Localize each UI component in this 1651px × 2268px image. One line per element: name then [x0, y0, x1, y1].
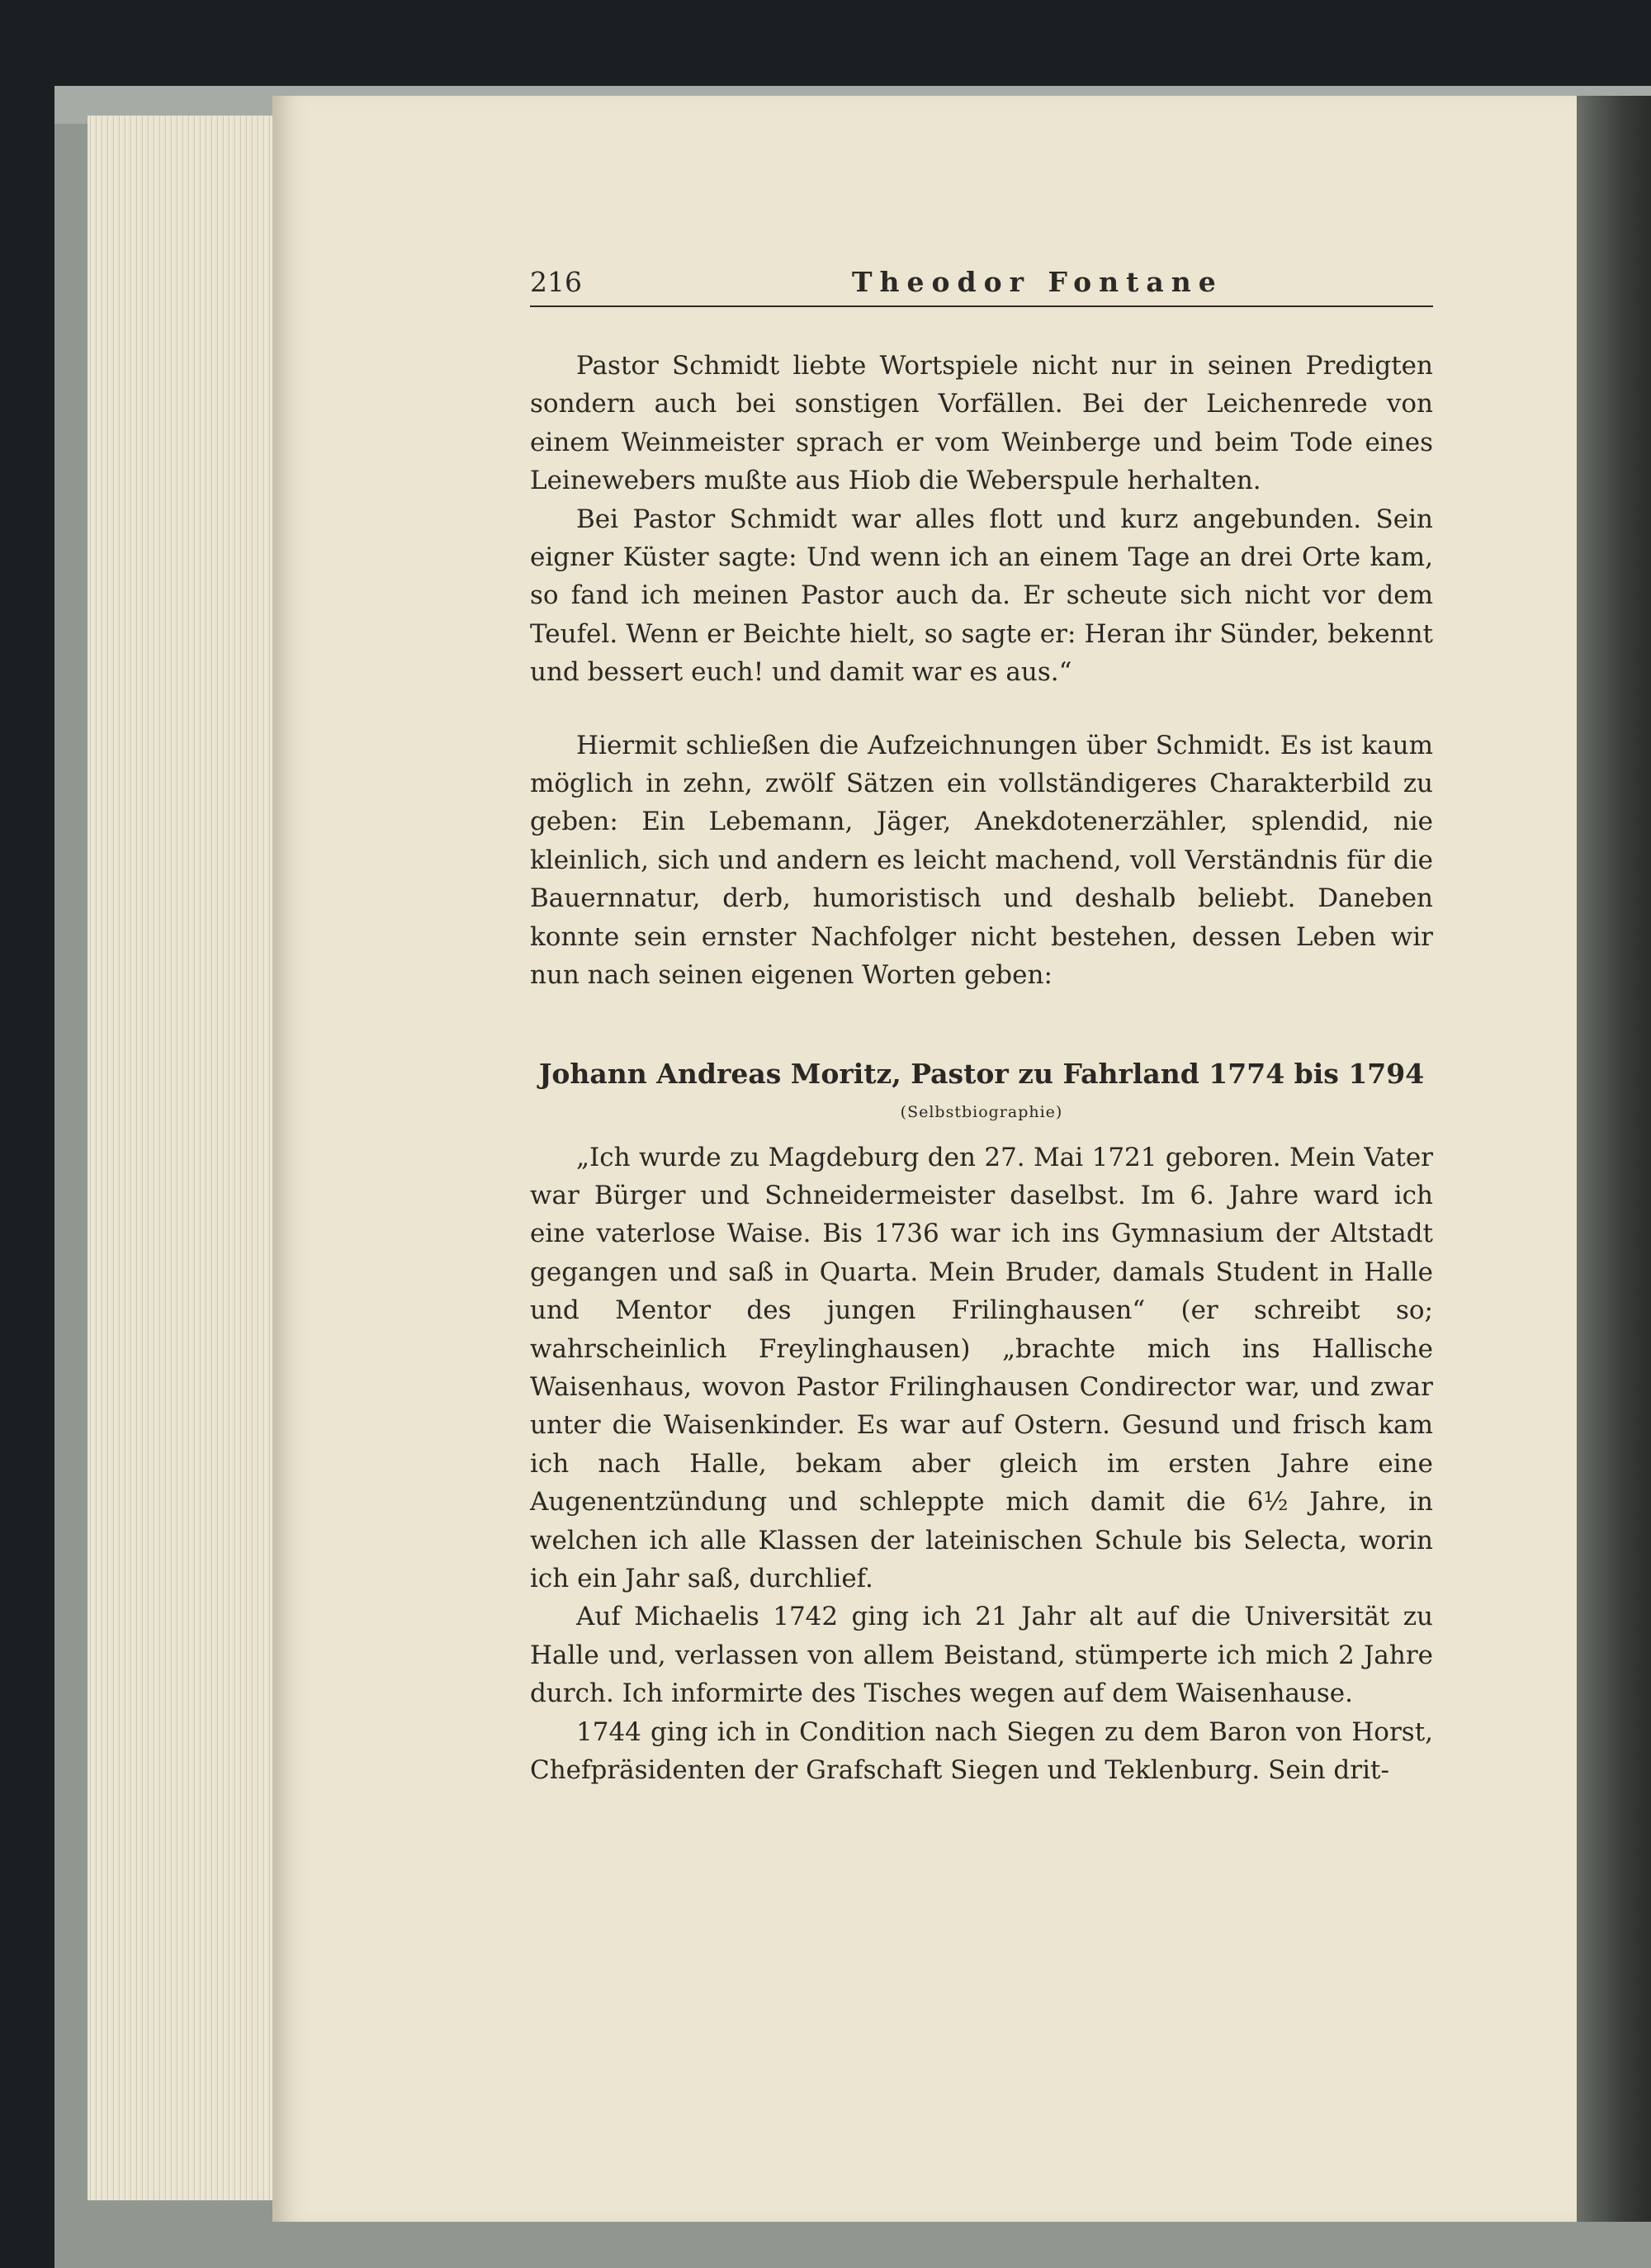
paragraph: 1744 ging ich in Condition nach Siegen zu dem Baron von Horst, Chefpräsidenten der Grafschaft Siegen und Teklenburg. Sein drit-: [530, 1716, 1433, 1785]
paragraph: Bei Pastor Schmidt war alles flott und kurz angebunden. Sein eigner Küster sagte: Und wenn ich an einem Tage an drei Orte kam, so fand ich meinen Pastor auch da. Er scheute sich nicht vor dem Teufel. Wenn er Beichte hielt, so sagte er: Heran ihr Sünder, bekennt und bessert euch! und damit war es aus.“: [530, 504, 1433, 688]
page-header: [530, 263, 1433, 307]
paragraph: „Ich wurde zu Magdeburg den 27. Mai 1721 geboren. Mein Vater war Bürger und Schneidermeister daselbst. Im 6. Jahre ward ich eine vaterlose Waise. Bis 1736 war ich ins Gymnasium der Altstadt gegangen und saß in Quarta. Mein Bruder, damals Student in Halle und Mentor des jungen Frilinghausen“ (er schreibt so; wahrscheinlich Freylinghausen) „brachte mich ins Hallische Waisenhaus, wovon Pastor Frilinghausen Condirector war, und zwar unter die Waisenkinder. Es war auf Ostern. Gesund und frisch kam ich nach Halle, bekam aber gleich im ersten Jahre eine Augenentzündung und schleppte mich damit die 6½ Jahre, in welchen ich alle Klassen der lateinischen Schule bis Selecta, worin ich ein Jahr saß, durchlief.: [530, 1142, 1433, 1593]
paragraph: Auf Michaelis 1742 ging ich 21 Jahr alt auf die Universität zu Halle und, verlassen von allem Beistand, stümperte ich mich 2 Jahre durch. Ich informirte des Tisches wegen auf dem Waisenhause.: [530, 1602, 1433, 1709]
gutter: [272, 96, 276, 2222]
section-title: Johann Andreas Moritz, Pastor zu Fahrland 1774 bis 1794: [538, 1057, 1425, 1090]
section-subtitle: (Selbstbiographie): [900, 1102, 1063, 1121]
book-right-edge: [1577, 96, 1651, 2222]
paragraph: Pastor Schmidt liebte Wortspiele nicht nur in seinen Predigten sondern auch bei sonstigen Vorfällen. Bei der Leichenrede von einem Weinmeister sprach er vom Weinberge und beim Tode eines Leinewebers mußte aus Hiob die Weberspule herhalten.: [530, 351, 1433, 496]
paragraph: Hiermit schließen die Aufzeichnungen über Schmidt. Es ist kaum möglich in zehn, zwölf Sätzen ein vollständigeres Charakterbild zu geben: Ein Lebemann, Jäger, Anekdotenerzähler, splendid, nie kleinlich, sich und andern es leicht machend, voll Verständnis für die Bauernnatur, derb, humoristisch und deshalb beliebt. Daneben konnte sein ernster Nachfolger nicht bestehen, dessen Leben wir nun nach seinen eigenen Worten geben:: [530, 730, 1433, 991]
page-edges: [88, 116, 277, 2200]
page-text: [530, 347, 1433, 1789]
running-head: Theodor Fontane: [852, 266, 1223, 298]
page-number: 216: [530, 266, 582, 298]
